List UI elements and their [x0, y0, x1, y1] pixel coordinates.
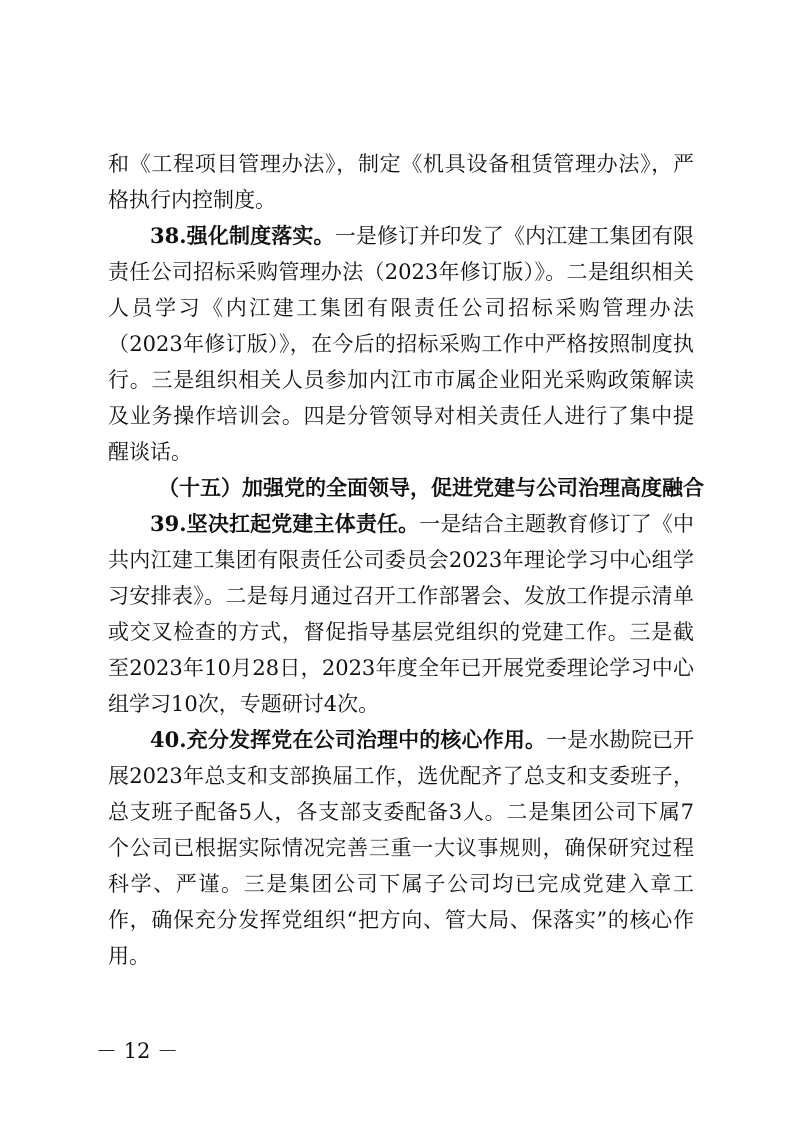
- paragraph-lead: 39.坚决扛起党建主体责任。: [150, 511, 420, 536]
- paragraph-39: [108, 506, 694, 722]
- paragraph-38: [108, 218, 694, 470]
- paragraph-text: 一是修订并印发了《内江建工集团有限责任公司招标采购管理办法（2023年修订版）》。二是组织相关人员学习《内江建工集团有限责任公司招标采购管理办法（2023年修订版）》，在今后的招标采购工作中严格按照制度执行。三是组织相关人员参加内江市市属企业阳光采购政策解读及业务操作培训会。四是分管领导对相关责任人进行了集中提醒谈话。: [108, 224, 694, 464]
- paragraph-text: 一是水勘院已开展2023年总支和支部换届工作，选优配齐了总支和支委班子，总支班子配备5人，各支部支委配备3人。二是集团公司下属7个公司已根据实际情况完善三重一大议事规则，确保研究过程科学、严谨。三是集团公司下属子公司均已完成党建入章工作，确保充分发挥党组织“把方向、管大局、保落实”的核心作用。: [108, 728, 694, 968]
- page-number: － 12 －: [96, 1039, 179, 1063]
- paragraph-text: 一是结合主题教育修订了《中共内江建工集团有限责任公司委员会2023年理论学习中心组学习安排表》。二是每月通过召开工作部署会、发放工作提示清单或交叉检查的方式，督促指导基层党组织的党建工作。三是截至2023年10月28日，2023年度全年已开展党委理论学习中心组学习10次，专题研讨4次。: [108, 512, 694, 716]
- paragraph-continuation: [108, 146, 694, 218]
- paragraph-lead: 38.强化制度落实。: [150, 223, 335, 248]
- section-heading-text: （十五）加强党的全面领导，促进党建与公司治理高度融合: [158, 475, 704, 500]
- paragraph-lead: 40.充分发挥党在公司治理中的核心作用。: [150, 727, 547, 752]
- section-heading: [108, 470, 704, 506]
- paragraph-40: [108, 722, 694, 974]
- paragraph-text: 和《工程项目管理办法》，制定《机具设备租赁管理办法》，严格执行内控制度。: [108, 152, 694, 212]
- body-text: [108, 146, 704, 974]
